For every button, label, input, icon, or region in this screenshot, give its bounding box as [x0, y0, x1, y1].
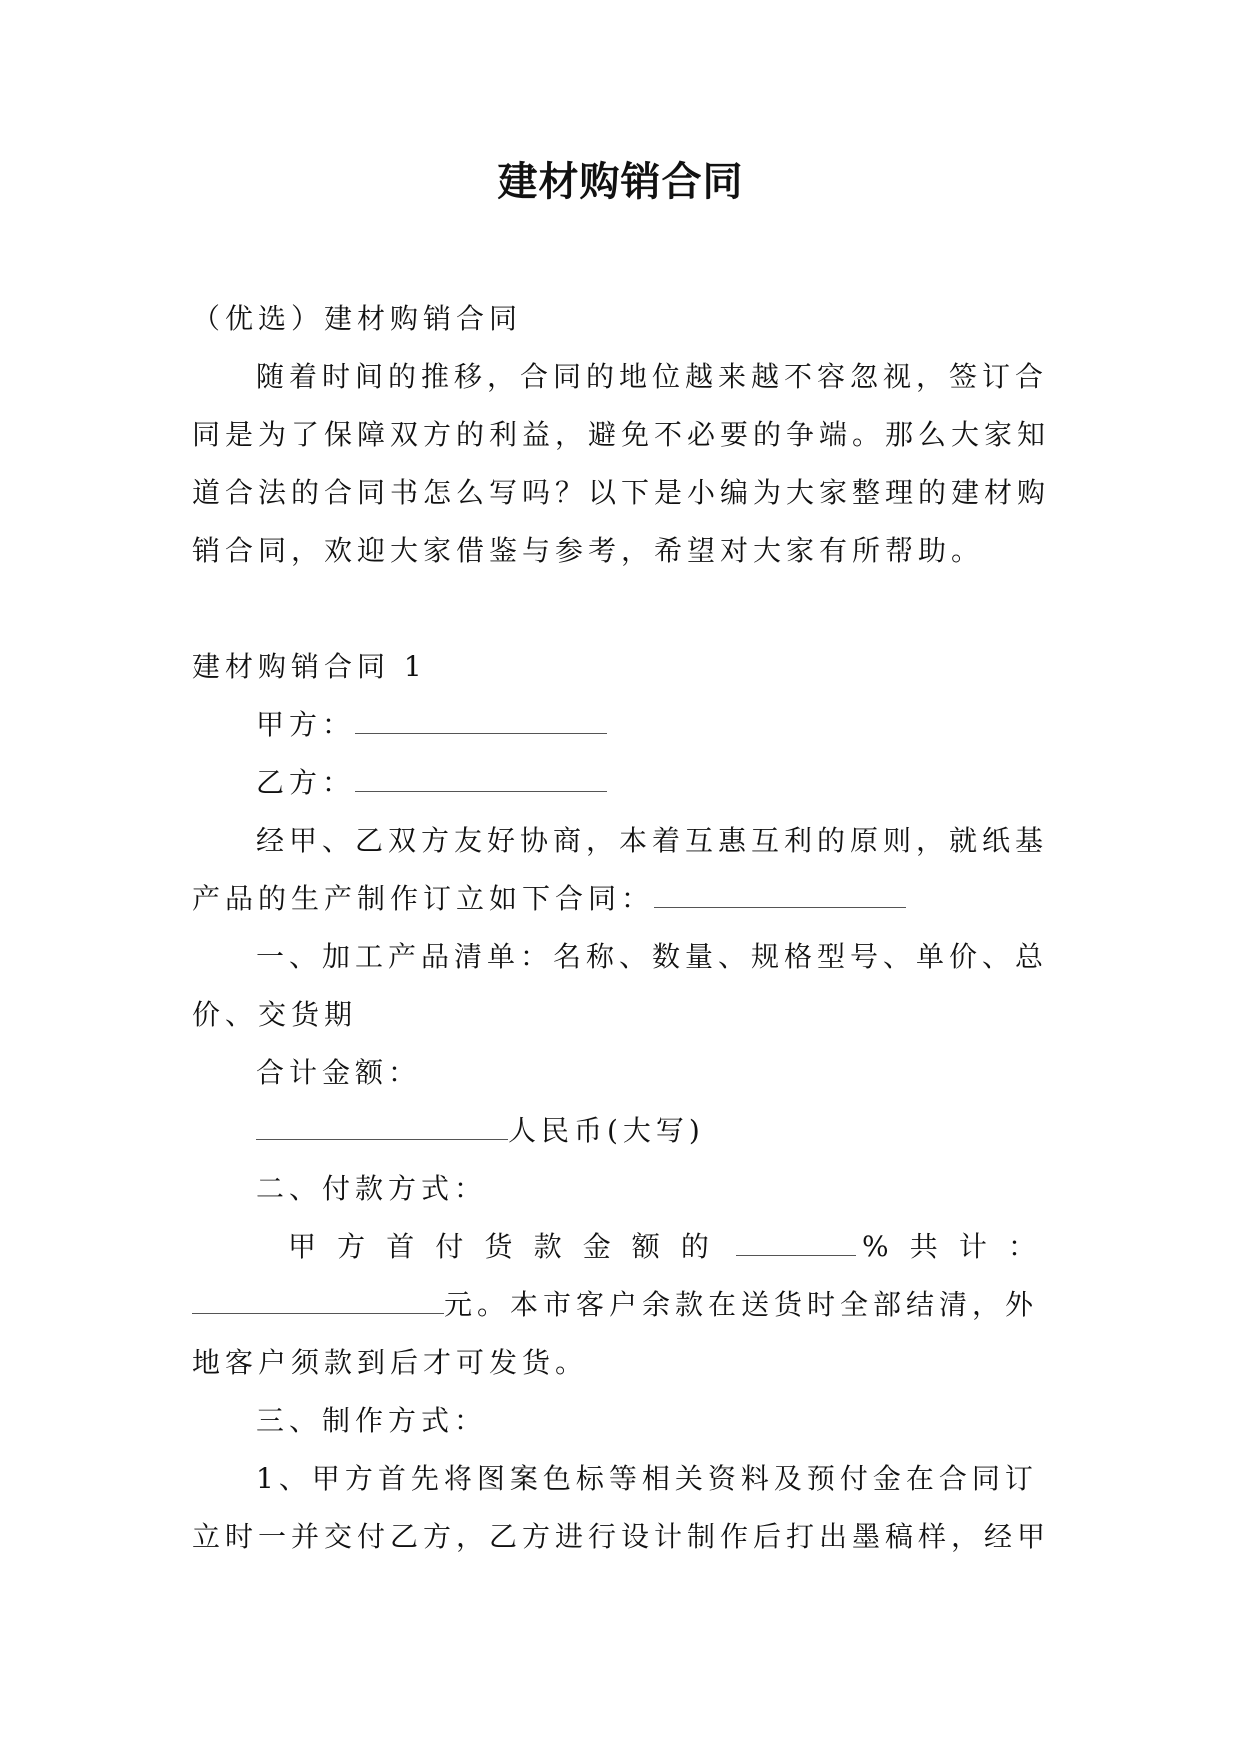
amount-blank [192, 1287, 444, 1314]
party-a-line [192, 696, 1054, 754]
rmb-line [192, 1102, 1054, 1160]
preamble-text: 经甲、乙双方友好协商，本着互惠互利的原则，就纸基产品的生产制作订立如下合同： [192, 824, 1049, 915]
preamble-paragraph [192, 812, 1054, 928]
preamble-blank [654, 881, 906, 908]
section-heading: 建材购销合同 1 [192, 650, 427, 683]
clause1-heading: 一、加工产品清单：名称、数量、规格型号、单价、总价、交货期 [192, 940, 1049, 1031]
payment-line-1 [192, 1218, 1054, 1276]
paragraph-gap [192, 580, 1054, 638]
payment-part3: 元。本市客户余款在送货时全部结清，外地客户须款到后才可发货。 [192, 1288, 1039, 1379]
document-subtitle: （优选）建材购销合同 [192, 302, 523, 335]
payment-part1: 甲方首付货款金额的 [288, 1230, 731, 1263]
clause3-item1: 1、甲方首先将图案色标等相关资料及预付金在合同订立时一并交付乙方，乙方进行设计制作后打出墨稿样，经甲 [192, 1462, 1051, 1553]
party-a-blank [355, 707, 607, 734]
percent-blank [736, 1229, 856, 1256]
rmb-label: 人民币(大写) [508, 1114, 705, 1147]
party-a-label: 甲方： [256, 708, 356, 741]
clause2-heading: 二、付款方式： [256, 1172, 488, 1205]
rmb-blank [256, 1113, 508, 1140]
payment-part2: %共计： [862, 1230, 1054, 1263]
party-b-blank [355, 765, 607, 792]
party-b-line [192, 754, 1054, 812]
total-label: 合计金额： [256, 1056, 422, 1089]
clause3-heading: 三、制作方式： [256, 1404, 488, 1437]
document-title: 建材购销合同 [497, 159, 744, 205]
document-body [192, 290, 1054, 1566]
payment-line-2 [192, 1276, 1054, 1392]
party-b-label: 乙方： [256, 766, 356, 799]
intro-paragraph: 随着时间的推移，合同的地位越来越不容忽视，签订合同是为了保障双方的利益，避免不必要的争端。那么大家知道合法的合同书怎么写吗？以下是小编为大家整理的建材购销合同，欢迎大家借鉴与参考，希望对大家有所帮助。 [192, 360, 1051, 567]
